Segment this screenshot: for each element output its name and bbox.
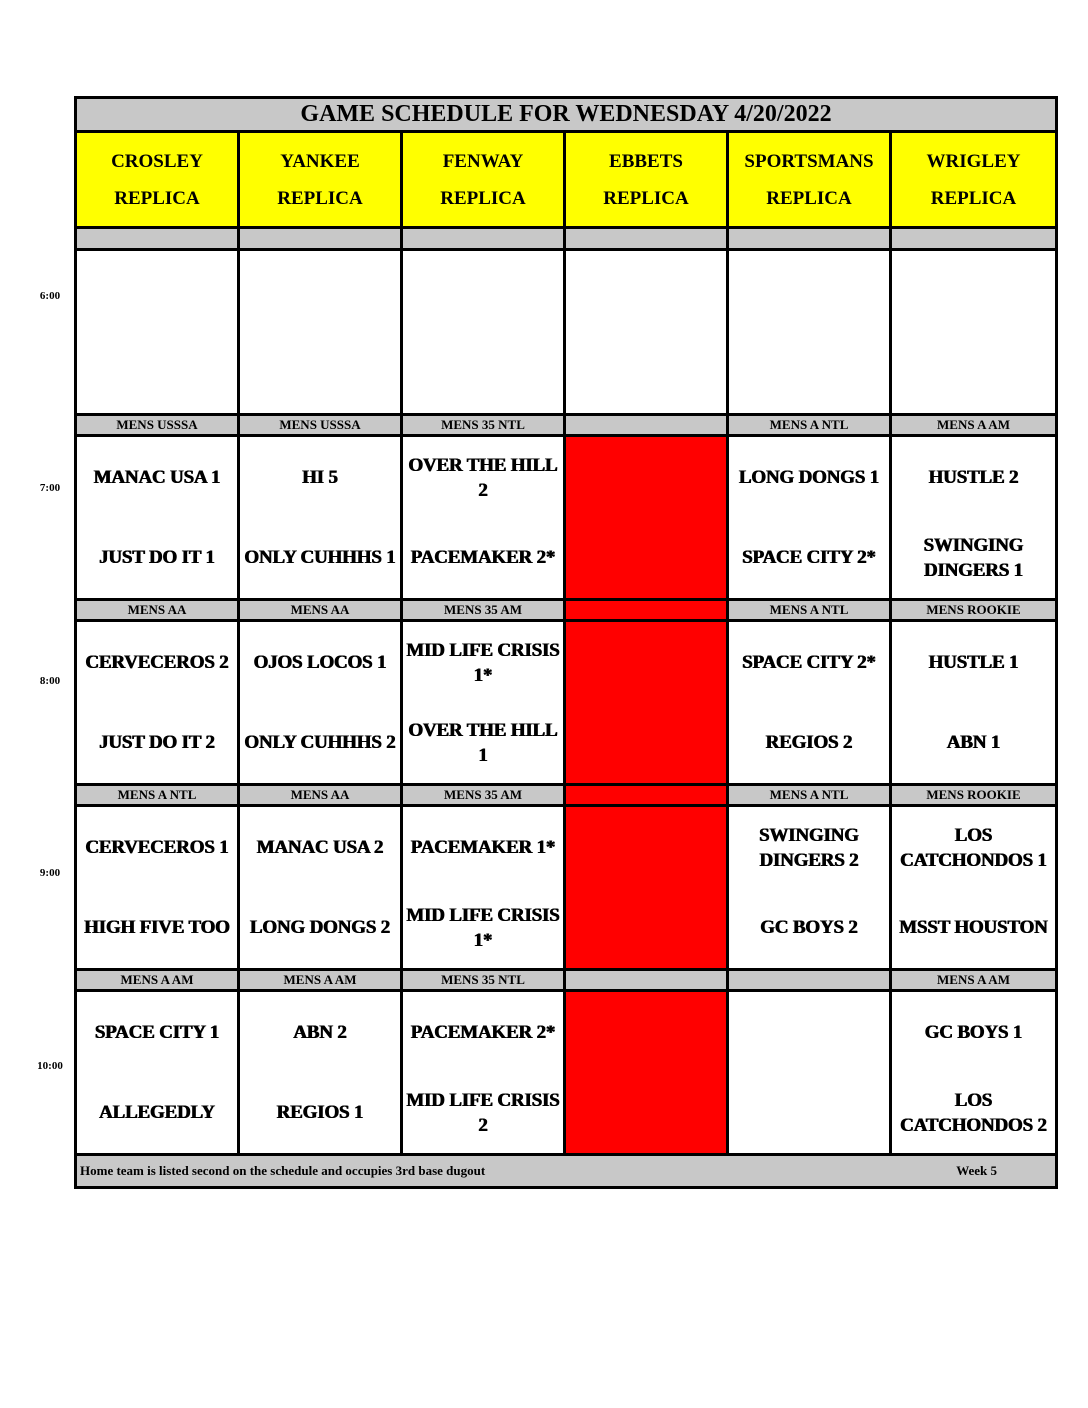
division-label: MENS USSSA — [76, 415, 239, 436]
away-team: HI 5 — [302, 467, 338, 488]
game-cell — [402, 991, 565, 1155]
home-team: JUST DO IT 1 — [99, 547, 215, 568]
home-team: SWINGING DINGERS 1 — [923, 534, 1024, 581]
game-cell — [891, 621, 1057, 785]
division-label: MENS AA — [239, 785, 402, 806]
game-cell — [891, 806, 1057, 970]
closed-division-cell — [565, 600, 728, 621]
away-team: SPACE CITY 1 — [94, 1022, 220, 1043]
game-cell — [891, 991, 1057, 1155]
division-label: MENS A NTL — [728, 785, 891, 806]
game-cell — [239, 991, 402, 1155]
game-cell — [402, 621, 565, 785]
time-label-10: 10:00 — [37, 1060, 63, 1072]
home-team: HIGH FIVE TOO — [84, 917, 230, 938]
game-cell — [76, 991, 239, 1155]
field-sub: REPLICA — [277, 187, 363, 209]
slot-8-row — [76, 621, 1057, 785]
division-label: MENS ROOKIE — [891, 600, 1057, 621]
division-label: MENS A AM — [239, 970, 402, 991]
field-header — [728, 132, 891, 228]
away-team: HUSTLE 1 — [928, 652, 1019, 673]
division-label: MENS 35 AM — [402, 600, 565, 621]
home-team: GC BOYS 2 — [760, 917, 858, 938]
time-label-8: 8:00 — [39, 675, 61, 687]
closed-field-cell — [565, 991, 728, 1155]
away-team: SWINGING DINGERS 2 — [759, 824, 859, 871]
spacer-cell — [239, 228, 402, 250]
field-header — [239, 132, 402, 228]
field-sub: REPLICA — [766, 187, 852, 209]
closed-division-cell — [565, 785, 728, 806]
away-team: LOS CATCHONDOS 1 — [900, 824, 1047, 871]
empty-game-cell — [891, 250, 1057, 415]
home-team: REGIOS 1 — [276, 1102, 364, 1123]
schedule-table — [74, 96, 1058, 1189]
game-cell — [239, 806, 402, 970]
away-team: MANAC USA 1 — [93, 467, 221, 488]
slot-6-row — [76, 250, 1057, 415]
empty-game-cell — [76, 250, 239, 415]
empty-game-cell — [565, 250, 728, 415]
empty-game-cell — [402, 250, 565, 415]
division-label: MENS ROOKIE — [891, 785, 1057, 806]
game-cell — [402, 436, 565, 600]
away-team: CERVECEROS 1 — [85, 837, 229, 858]
division-label: MENS AA — [239, 600, 402, 621]
division-label: MENS AA — [76, 600, 239, 621]
home-team: ONLY CUHHHS 1 — [244, 547, 396, 568]
away-team — [729, 993, 889, 1073]
home-team — [729, 1073, 889, 1153]
division-label: MENS A NTL — [728, 600, 891, 621]
away-team: CERVECEROS 2 — [85, 652, 229, 673]
spacer-cell — [402, 228, 565, 250]
field-header — [402, 132, 565, 228]
home-team: REGIOS 2 — [765, 732, 853, 753]
home-team: ONLY CUHHHS 2 — [244, 732, 396, 753]
footer-bar — [76, 1155, 1057, 1188]
field-name: YANKEE — [280, 150, 360, 172]
division-label: MENS A AM — [76, 970, 239, 991]
away-team: HUSTLE 2 — [928, 467, 1019, 488]
home-team: JUST DO IT 2 — [99, 732, 215, 753]
division-label — [728, 970, 891, 991]
division-label: MENS A NTL — [76, 785, 239, 806]
away-team: MID LIFE CRISIS 1* — [406, 639, 560, 686]
time-label-6: 6:00 — [39, 290, 61, 302]
division-label: MENS 35 NTL — [402, 970, 565, 991]
field-sub: REPLICA — [603, 187, 689, 209]
field-name: EBBETS — [609, 150, 683, 172]
field-header — [76, 132, 239, 228]
home-team: MID LIFE CRISIS 2 — [406, 1089, 560, 1136]
home-team: PACEMAKER 2* — [410, 547, 556, 568]
away-team: GC BOYS 1 — [924, 1022, 1023, 1043]
division-label: MENS 35 AM — [402, 785, 565, 806]
schedule-title: GAME SCHEDULE FOR WEDNESDAY 4/20/2022 — [76, 98, 1057, 132]
away-team: PACEMAKER 2* — [410, 1022, 556, 1043]
division-label: MENS 35 NTL — [402, 415, 565, 436]
away-team: SPACE CITY 2* — [742, 652, 876, 673]
home-team: ALLEGEDLY — [99, 1102, 215, 1123]
footer-note: Home team is listed second on the schedule and occupies 3rd base dugout — [80, 1163, 486, 1178]
game-cell — [76, 806, 239, 970]
game-cell — [76, 436, 239, 600]
away-team: LONG DONGS 1 — [738, 467, 880, 488]
field-sub: REPLICA — [114, 187, 200, 209]
week-label: Week 5 — [956, 1163, 997, 1178]
field-name: WRIGLEY — [926, 150, 1021, 172]
spacer-cell — [565, 228, 728, 250]
field-name: CROSLEY — [111, 150, 203, 172]
away-team: MANAC USA 2 — [256, 837, 384, 858]
closed-field-cell — [565, 806, 728, 970]
game-cell — [239, 621, 402, 785]
home-team: SPACE CITY 2* — [742, 547, 876, 568]
division-label — [565, 415, 728, 436]
empty-game-cell — [239, 250, 402, 415]
home-team: LONG DONGS 2 — [249, 917, 391, 938]
empty-game-cell — [728, 250, 891, 415]
game-cell — [239, 436, 402, 600]
division-label: MENS A AM — [891, 415, 1057, 436]
game-cell — [402, 806, 565, 970]
game-cell — [76, 621, 239, 785]
field-header — [891, 132, 1057, 228]
field-name: SPORTSMANS — [744, 150, 874, 172]
division-label: MENS USSSA — [239, 415, 402, 436]
division-label: MENS A AM — [891, 970, 1057, 991]
spacer-cell — [76, 228, 239, 250]
away-team: OJOS LOCOS 1 — [253, 652, 387, 673]
game-cell — [891, 436, 1057, 600]
slot-10-row — [76, 991, 1057, 1155]
home-team: MSST HOUSTON — [899, 917, 1048, 938]
time-label-7: 7:00 — [39, 482, 61, 494]
home-team: ABN 1 — [946, 732, 1001, 753]
game-cell — [728, 436, 891, 600]
time-label-9: 9:00 — [39, 867, 61, 879]
field-sub: REPLICA — [440, 187, 526, 209]
closed-field-cell — [565, 436, 728, 600]
game-cell — [728, 806, 891, 970]
division-label: MENS A NTL — [728, 415, 891, 436]
division-label — [565, 970, 728, 991]
closed-field-cell — [565, 621, 728, 785]
slot-7-row — [76, 436, 1057, 600]
spacer-cell — [891, 228, 1057, 250]
away-team: OVER THE HILL 2 — [408, 454, 558, 501]
field-header — [565, 132, 728, 228]
away-team: PACEMAKER 1* — [410, 837, 556, 858]
game-cell — [728, 991, 891, 1155]
home-team: MID LIFE CRISIS 1* — [406, 904, 560, 951]
home-team: OVER THE HILL 1 — [408, 719, 558, 766]
game-cell — [728, 621, 891, 785]
spacer-cell — [728, 228, 891, 250]
field-name: FENWAY — [442, 150, 524, 172]
field-sub: REPLICA — [930, 187, 1017, 209]
away-team: ABN 2 — [293, 1022, 347, 1043]
slot-9-row — [76, 806, 1057, 970]
home-team: LOS CATCHONDOS 2 — [900, 1089, 1047, 1136]
